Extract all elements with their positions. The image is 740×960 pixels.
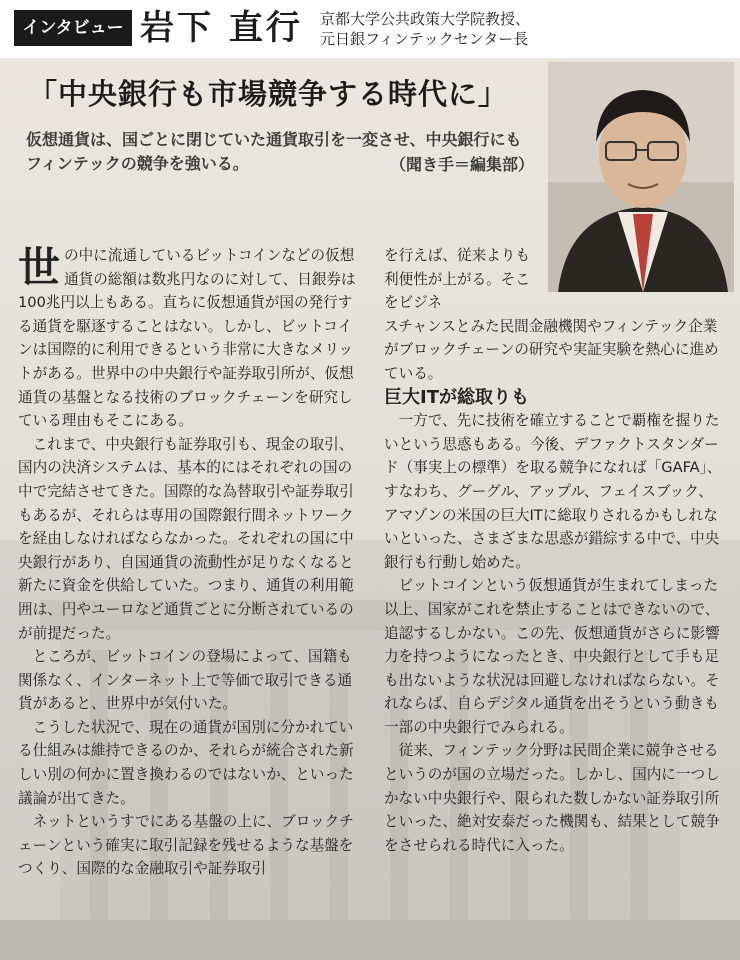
affiliation-line: 京都大学公共政策大学院教授、 (320, 10, 531, 28)
body-paragraph: ところが、ビットコインの登場によって、国籍も関係なく、インターネット上で等価で取引できる通貨があると、世界中が気付いた。 (18, 648, 353, 713)
body-paragraph: スチャンスとみた民間金融機関やフィンテック企業がブロックチェーンの研究や実証実験を熱心に進めている。 (384, 317, 719, 382)
interviewer-credit: （聞き手＝編集部） (389, 155, 534, 174)
section-subheading: 巨大ITが総取りも (384, 386, 529, 408)
body-paragraph: 従来、フィンテック分野は民間企業に競争させるというのが国の立場だった。しかし、国内に一つしかない中央銀行や、限られた数しかない証券取引所といった、絶対安泰だった機関も、結果として競争をさせられる時代に入った。 (384, 742, 720, 854)
article-headline: 「中央銀行も市場競争する時代に」 (28, 77, 509, 111)
body-paragraph: ネットというすでにある基盤の上に、ブロックチェーンという確実に取引記録を残せるような基盤をつくり、国際的な金融取引や証券取引 (18, 813, 354, 878)
dropcap: 世 (18, 243, 61, 292)
paragraph-text: の中に流通しているビットコインなどの仮想通貨の総額は数兆円なのに対して、日銀券は100兆円以上もある。直ちに仮想通貨が国の発行する通貨を駆逐することはない。しかし、ビットコインは国際的に利用できるという非常に大きなメリットがある。世界中の中央銀行や証券取引所が、仮想通貨の基盤となる技術のブロックチェーンを研究している理由もそこにある。 (18, 247, 356, 430)
body-paragraph: ビットコインという仮想通貨が生まれてしまった以上、国家がこれを禁止することはできないので、追認するしかない。この先、仮想通貨がさらに影響力を持つようになったとき、中央銀行として手も足も出ないような状況は回避しなければならない。それならば、自らデジタル通貨を出そうという動きも一部の中央銀行でみられる。 (384, 577, 720, 736)
body-paragraph: こうした状況で、現在の通貨が国別に分かれている仕組みは維持できるのか、それらが統合された新しい別の何かに置き換わるのではないか、といった議論が出てきた。 (18, 718, 354, 807)
interview-header (0, 0, 740, 58)
article-lead: 仮想通貨は、国ごとに閉じていた通貨取引を一変させ、中央銀行にもフィンテックの競争を強いる。 (26, 130, 522, 173)
section-tag: インタビュー (14, 10, 132, 46)
interviewee-name: 岩下 直行 (140, 8, 303, 48)
body-paragraph: 一方で、先に技術を確立することで覇権を握りたいという思惑もある。今後、デファクトスタンダード（事実上の標準）を取る競争になれば「GAFA」、すなわち、グーグル、アップル、フェイスブック、アマゾンの米国の巨大ITに総取りされるかもしれないといった、さまざまな思惑が錯綜する中で、中央銀行も行動し始めた。 (384, 412, 722, 571)
body-paragraph: これまで、中央銀行も証券取引も、現金の取引、国内の決済システムは、基本的にはそれぞれの国の中で完結させてきた。国際的な為替取引や証券取引もあるが、それらは専用の国際銀行間ネットワークを経由しなければならなかった。それぞれの国に中央銀行があり、自国通貨の流動性が足りなくなると新たに資金を供給していた。つまり、通貨の利用範囲は、円やユーロなど通貨ごとに分断されているのが前提だった。 (18, 435, 354, 642)
body-column-right (384, 244, 724, 857)
interviewee-affiliation (320, 9, 530, 49)
affiliation-line: 元日銀フィンテックセンター長 (320, 30, 529, 48)
body-paragraph: を行えば、従来よりも利便性が上がる。そこをビジネ (384, 247, 530, 312)
body-paragraph (18, 244, 366, 433)
body-column-left (18, 244, 366, 881)
